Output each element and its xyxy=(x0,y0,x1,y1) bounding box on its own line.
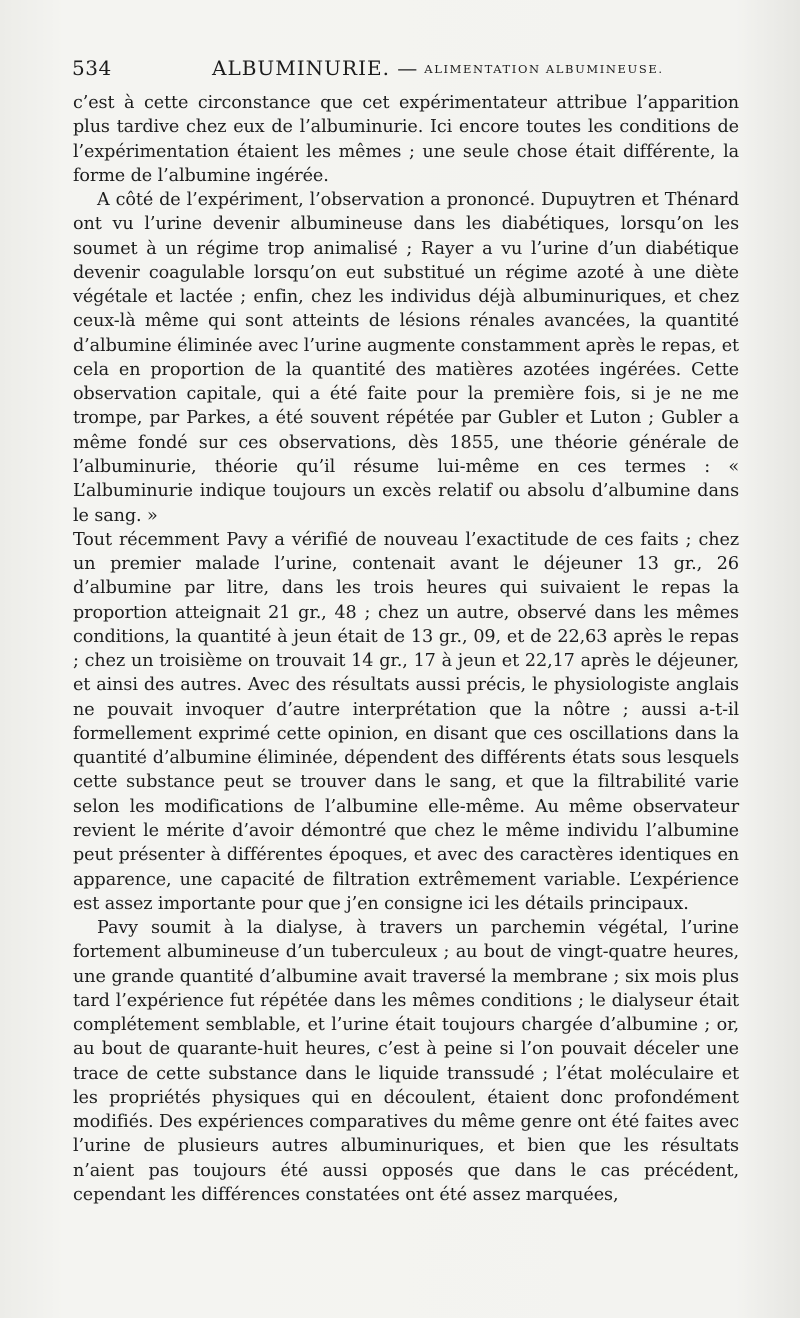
paragraph-4: Pavy soumit à la dialyse, à travers un parchemin végétal, l’urine fortement albumineuse d’un tuberculeux ; au bout de vingt-quatre heures, une grande quantité d’albumine avait traversé la membrane ; six mois plus tard l’expérience fut répétée dans les mêmes conditions ; le dialyseur était complétement semblable, et l’urine était toujours chargée d’albumine ; or, au bout de quarante-huit heures, c’est à peine si l’on pouvait déceler une trace de cette substance dans le liquide transsudé ; l’état moléculaire et les propriétés physiques qui en découlent, étaient donc profondément modifiés. Des expériences comparatives du même genre ont été faites avec l’urine de plusieurs autres albuminuriques, et bien que les résultats n’aient pas toujours été aussi opposés que dans le cas précédent, cependant les différences constatées ont été assez marquées, xyxy=(73,918,739,1205)
running-title-subtitle: ALIMENTATION ALBUMINEUSE. xyxy=(424,62,664,76)
paragraph-3: Tout récemment Pavy a vérifié de nouveau l’exactitude de ces faits ; chez un premier malade l’urine, contenait avant le déjeuner 13 gr., 26 d’albumine par litre, dans les trois heures qui suivaient le repas la proportion atteignait 21 gr., 48 ; chez un autre, observé dans les mêmes conditions, la quantité à jeun était de 13 gr., 09, et de 22,63 après le repas ; chez un troisième on trouvait 14 gr., 17 à jeun et 22,17 après le déjeuner, et ainsi des autres. Avec des résultats aussi précis, le physiologiste anglais ne pouvait invoquer d’autre interprétation que la nôtre ; aussi a-t-il formellement exprimé cette opinion, en disant que ces oscillations dans la quantité d’albumine éliminée, dépendent des différents états sous lesquels cette substance peut se trouver dans le sang, et que la filtrabilité varie selon les modifications de l’albumine elle-même. Au même observateur revient le mérite d’avoir démontré que chez le même individu l’albumine peut présenter à différentes époques, et avec des caractères identiques en apparence, une capacité de filtration extrêmement variable. L’expérience est assez importante pour que j’en consigne ici les détails principaux. xyxy=(73,529,739,914)
running-title-main: ALBUMINURIE. xyxy=(212,56,390,80)
body-text xyxy=(73,91,739,1207)
page-number: 534 xyxy=(72,56,112,80)
running-title xyxy=(212,56,664,80)
title-separator: — xyxy=(397,56,419,80)
paragraph-2: A côté de l’expériment, l’observation a prononcé. Dupuytren et Thénard ont vu l’urine devenir albumineuse dans les diabétiques, lorsqu’on les soumet à un régime trop animalisé ; Rayer a vu l’urine d’un diabétique devenir coagulable lorsqu’on eut substitué un régime azoté à une diète végétale et lactée ; enfin, chez les individus déjà albuminuriques, et chez ceux-là même qui sont atteints de lésions rénales avancées, la quantité d’albumine éliminée avec l’urine augmente constamment après le repas, et cela en proportion de la quantité des matières azotées ingérées. Cette observation capitale, qui a été faite pour la première fois, si je ne me trompe, par Parkes, a été souvent répétée par Gubler et Luton ; Gubler a même fondé sur ces observations, dès 1855, une théorie générale de l’albuminurie, théorie qu’il résume lui-même en ces termes : « L’albuminurie indique toujours un excès relatif ou absolu d’albumine dans le sang. » xyxy=(73,190,739,526)
paragraph-1: c’est à cette circonstance que cet expérimentateur attribue l’apparition plus tardive chez eux de l’albuminurie. Ici encore toutes les conditions de l’expérimentation étaient les mêmes ; une seule chose était différente, la forme de l’albumine ingérée. xyxy=(73,93,739,186)
page-header xyxy=(72,52,742,88)
